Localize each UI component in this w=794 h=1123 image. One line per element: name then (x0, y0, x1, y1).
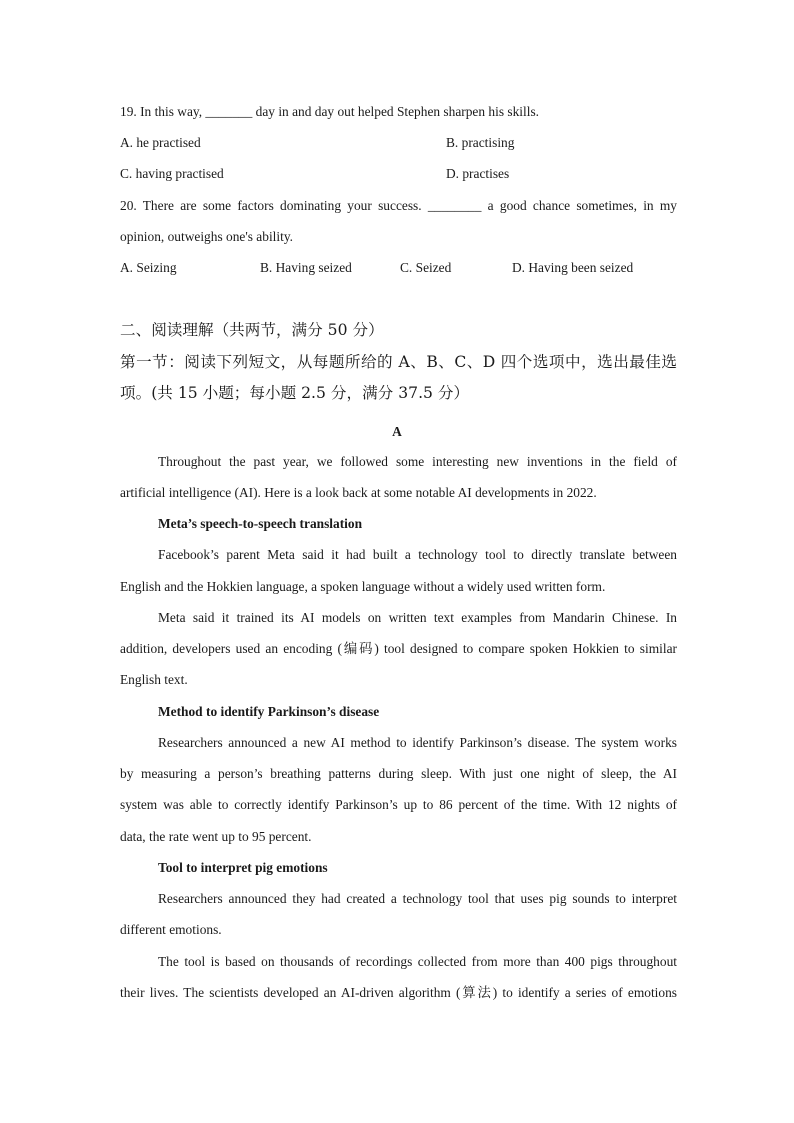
paragraph-line: addition, developers used an encoding (编码) tool designed to compare spoken Hokkien to similar (120, 641, 677, 656)
question-19-option-b: B. practising (446, 135, 515, 150)
question-20-option-d: D. Having been seized (512, 260, 634, 275)
paragraph-line: data, the rate went up to 95 percent. (120, 829, 312, 844)
section-instruction-line-2: 项。(共 15 小题；每小题 2.5 分，满分 37.5 分） (120, 384, 470, 402)
question-19-option-c: C. having practised (120, 166, 224, 181)
subheading-meta-translation: Meta’s speech-to-speech translation (158, 516, 363, 531)
subheading-parkinsons: Method to identify Parkinson’s disease (158, 704, 380, 719)
question-20-option-a: A. Seizing (120, 260, 177, 275)
subheading-pig-emotions: Tool to interpret pig emotions (158, 860, 328, 875)
paragraph-line: Facebook’s parent Meta said it had built a technology tool to directly translate between (158, 547, 677, 562)
paragraph-line: by measuring a person’s breathing patterns during sleep. With just one night of sleep, the AI (120, 766, 677, 781)
paragraph-line: English text. (120, 672, 188, 687)
section-instruction-line-1: 第一节：阅读下列短文，从每题所给的 A、B、C、D 四个选项中，选出最佳选 (120, 353, 677, 371)
paragraph-line: different emotions. (120, 922, 222, 937)
paragraph-line: Researchers announced a new AI method to identify Parkinson’s disease. The system works (158, 735, 677, 750)
paragraph-line: their lives. The scientists developed an AI-driven algorithm (算法) to identify a series of emotions (120, 985, 677, 1000)
question-20-option-b: B. Having seized (260, 260, 352, 275)
paragraph-line: Meta said it trained its AI models on written text examples from Mandarin Chinese. In (158, 610, 677, 625)
section-heading: 二、阅读理解（共两节，满分 50 分） (120, 321, 384, 339)
question-20-option-c: C. Seized (400, 260, 452, 275)
paragraph-line: system was able to correctly identify Parkinson’s up to 86 percent of the time. With 12 nights of (120, 797, 677, 812)
paragraph-line: Researchers announced they had created a technology tool that uses pig sounds to interpret (158, 891, 677, 906)
passage-label: A (392, 424, 402, 439)
question-20-stem-line-2: opinion, outweighs one's ability. (120, 229, 294, 244)
paragraph-line: The tool is based on thousands of recordings collected from more than 400 pigs throughout (158, 954, 677, 969)
passage-intro-line-2: artificial intelligence (AI). Here is a look back at some notable AI developments in 2022. (120, 485, 597, 500)
passage-intro-line-1: Throughout the past year, we followed some interesting new inventions in the field of (158, 454, 677, 469)
question-19-option-a: A. he practised (120, 135, 201, 150)
paragraph-line: English and the Hokkien language, a spoken language without a widely used written form. (120, 579, 606, 594)
question-19-stem: 19. In this way, _______ day in and day out helped Stephen sharpen his skills. (120, 104, 540, 119)
question-19-option-d: D. practises (446, 166, 510, 181)
question-20-stem-line-1: 20. There are some factors dominating your success. ________ a good chance sometimes, in my (120, 198, 677, 213)
